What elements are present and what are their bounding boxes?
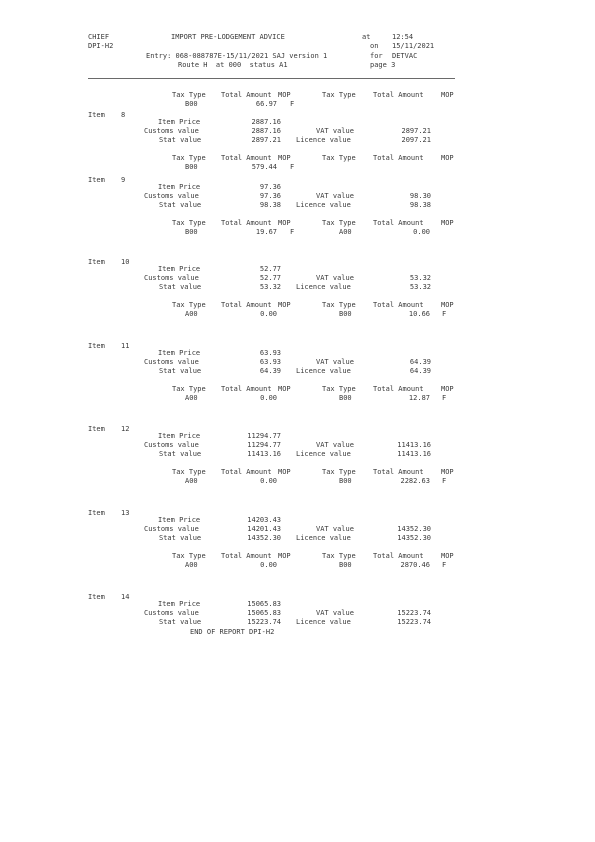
header-route: Route H at 000 status A1 <box>178 61 288 69</box>
header-at: at <box>362 33 371 41</box>
item-11-tax-type-label-2: Tax Type <box>322 385 356 393</box>
item-10-label: Item <box>88 258 105 266</box>
item-13-mop-label: MOP <box>278 552 291 560</box>
item-12-tax-type-label-2: Tax Type <box>322 468 356 476</box>
item-10-price-label: Item Price <box>158 265 201 273</box>
item-11-licence: 64.39 <box>409 367 431 375</box>
header-date: 15/11/2021 <box>392 42 435 50</box>
item-8-price-label: Item Price <box>158 118 201 126</box>
item-10-vat-label: VAT value <box>316 274 354 282</box>
item-14-stat-label: Stat value <box>159 618 202 626</box>
item-10-tax-type-label-2: Tax Type <box>322 301 356 309</box>
item-14-vat: 15223.74 <box>397 609 431 617</box>
item-8-tax-amount-1: 579.44 <box>251 163 277 171</box>
item-11-customs: 63.93 <box>259 358 281 366</box>
top-total-amount-label-2: Total Amount <box>373 91 424 99</box>
page-title: IMPORT PRE-LODGEMENT ADVICE <box>171 33 285 41</box>
item-14-vat-label: VAT value <box>316 609 354 617</box>
item-12-tax-mop-2: F <box>442 477 447 485</box>
item-13-tax-amount-1: 0.00 <box>260 561 277 569</box>
header-divider <box>88 78 455 79</box>
item-10-mop-label: MOP <box>278 301 291 309</box>
item-14-customs: 15065.83 <box>247 609 281 617</box>
item-11-vat-label: VAT value <box>316 358 354 366</box>
item-9-customs: 97.36 <box>259 192 281 200</box>
item-13-customs: 14201.43 <box>247 525 281 533</box>
item-8-stat-label: Stat value <box>159 136 202 144</box>
item-8-price: 2887.16 <box>251 118 281 126</box>
item-14-price: 15065.83 <box>247 600 281 608</box>
item-14-licence-label: Licence value <box>296 618 351 626</box>
item-11-tax-type-1: A00 <box>185 394 198 402</box>
item-9-number: 9 <box>121 176 126 184</box>
item-12-label: Item <box>88 425 105 433</box>
item-10-total-amount-label: Total Amount <box>221 301 272 309</box>
item-11-price: 63.93 <box>259 349 281 357</box>
item-13-total-amount-label-2: Total Amount <box>373 552 424 560</box>
item-12-vat-label: VAT value <box>316 441 354 449</box>
item-14-number: 14 <box>121 593 130 601</box>
item-8-mop-label-2: MOP <box>441 154 454 162</box>
header-system: CHIEF <box>88 33 110 41</box>
item-10-customs: 52.77 <box>259 274 281 282</box>
item-10-tax-amount-2: 10.66 <box>408 310 430 318</box>
item-9-tax-type-label-2: Tax Type <box>322 219 356 227</box>
item-8-customs: 2887.16 <box>251 127 281 135</box>
item-9-tax-amount-2: 0.00 <box>413 228 430 236</box>
item-11-licence-label: Licence value <box>296 367 351 375</box>
item-12-tax-amount-1: 0.00 <box>260 477 277 485</box>
item-9-total-amount-label-2: Total Amount <box>373 219 424 227</box>
item-10-stat: 53.32 <box>259 283 281 291</box>
top-mop-label-2: MOP <box>441 91 454 99</box>
item-11-tax-type-label: Tax Type <box>172 385 206 393</box>
header-time: 12:54 <box>392 33 414 41</box>
item-10-tax-type-2: B00 <box>339 310 352 318</box>
item-12-customs: 11294.77 <box>247 441 281 449</box>
item-12-total-amount-label: Total Amount <box>221 468 272 476</box>
item-14-customs-label: Customs value <box>144 609 199 617</box>
item-13-customs-label: Customs value <box>144 525 199 533</box>
item-9-vat: 98.30 <box>409 192 431 200</box>
item-8-licence: 2097.21 <box>401 136 431 144</box>
item-13-stat-label: Stat value <box>159 534 202 542</box>
top-tax-amount-1: 66.97 <box>255 100 277 108</box>
item-10-price: 52.77 <box>259 265 281 273</box>
item-10-licence: 53.32 <box>409 283 431 291</box>
item-9-licence-label: Licence value <box>296 201 351 209</box>
item-9-total-amount-label: Total Amount <box>221 219 272 227</box>
item-12-price-label: Item Price <box>158 432 201 440</box>
item-13-vat-label: VAT value <box>316 525 354 533</box>
item-12-mop-label: MOP <box>278 468 291 476</box>
item-9-stat: 98.38 <box>259 201 281 209</box>
item-11-tax-amount-1: 0.00 <box>260 394 277 402</box>
end-of-report: END OF REPORT DPI-H2 <box>190 628 275 636</box>
item-14-price-label: Item Price <box>158 600 201 608</box>
item-13-mop-label-2: MOP <box>441 552 454 560</box>
item-10-total-amount-label-2: Total Amount <box>373 301 424 309</box>
header-page: page 3 <box>370 61 396 69</box>
item-12-licence-label: Licence value <box>296 450 351 458</box>
item-11-stat: 64.39 <box>259 367 281 375</box>
item-9-mop-label-2: MOP <box>441 219 454 227</box>
item-13-number: 13 <box>121 509 130 517</box>
item-13-vat: 14352.30 <box>397 525 431 533</box>
item-12-tax-type-label: Tax Type <box>172 468 206 476</box>
item-11-mop-label-2: MOP <box>441 385 454 393</box>
item-13-tax-type-label: Tax Type <box>172 552 206 560</box>
header-on: on <box>370 42 379 50</box>
item-9-tax-mop-1: F <box>290 228 295 236</box>
item-13-tax-mop-2: F <box>442 561 447 569</box>
item-13-licence-label: Licence value <box>296 534 351 542</box>
item-13-licence: 14352.30 <box>397 534 431 542</box>
item-11-total-amount-label: Total Amount <box>221 385 272 393</box>
item-12-customs-label: Customs value <box>144 441 199 449</box>
item-11-number: 11 <box>121 342 130 350</box>
header-for-value: DETVAC <box>392 52 418 60</box>
item-11-mop-label: MOP <box>278 385 291 393</box>
item-8-stat: 2897.21 <box>251 136 281 144</box>
item-8-tax-type-label-2: Tax Type <box>322 154 356 162</box>
item-8-vat: 2897.21 <box>401 127 431 135</box>
item-14-licence: 15223.74 <box>397 618 431 626</box>
item-10-tax-type-1: A00 <box>185 310 198 318</box>
item-13-price-label: Item Price <box>158 516 201 524</box>
item-8-number: 8 <box>121 111 126 119</box>
item-12-number: 12 <box>121 425 130 433</box>
item-8-mop-label: MOP <box>278 154 291 162</box>
item-13-total-amount-label: Total Amount <box>221 552 272 560</box>
top-mop-label: MOP <box>278 91 291 99</box>
item-9-licence: 98.38 <box>409 201 431 209</box>
item-12-total-amount-label-2: Total Amount <box>373 468 424 476</box>
item-9-tax-type-label: Tax Type <box>172 219 206 227</box>
item-12-tax-type-1: A00 <box>185 477 198 485</box>
item-12-price: 11294.77 <box>247 432 281 440</box>
item-8-label: Item <box>88 111 105 119</box>
item-10-stat-label: Stat value <box>159 283 202 291</box>
item-9-customs-label: Customs value <box>144 192 199 200</box>
item-11-tax-mop-2: F <box>442 394 447 402</box>
item-11-total-amount-label-2: Total Amount <box>373 385 424 393</box>
item-9-label: Item <box>88 176 105 184</box>
item-8-licence-label: Licence value <box>296 136 351 144</box>
item-11-tax-amount-2: 12.87 <box>408 394 430 402</box>
item-11-price-label: Item Price <box>158 349 201 357</box>
item-13-tax-amount-2: 2870.46 <box>400 561 430 569</box>
item-13-price: 14203.43 <box>247 516 281 524</box>
item-9-stat-label: Stat value <box>159 201 202 209</box>
item-8-tax-type-1: B00 <box>185 163 198 171</box>
item-8-tax-mop-1: F <box>290 163 295 171</box>
item-11-stat-label: Stat value <box>159 367 202 375</box>
item-9-tax-type-2: A00 <box>339 228 352 236</box>
item-8-total-amount-label-2: Total Amount <box>373 154 424 162</box>
item-14-label: Item <box>88 593 105 601</box>
item-10-licence-label: Licence value <box>296 283 351 291</box>
item-10-vat: 53.32 <box>409 274 431 282</box>
item-14-stat: 15223.74 <box>247 618 281 626</box>
item-12-stat: 11413.16 <box>247 450 281 458</box>
item-9-tax-amount-1: 19.67 <box>255 228 277 236</box>
top-total-amount-label: Total Amount <box>221 91 272 99</box>
item-13-label: Item <box>88 509 105 517</box>
item-8-customs-label: Customs value <box>144 127 199 135</box>
item-9-vat-label: VAT value <box>316 192 354 200</box>
top-tax-type-label: Tax Type <box>172 91 206 99</box>
item-9-tax-type-1: B00 <box>185 228 198 236</box>
item-8-tax-type-label: Tax Type <box>172 154 206 162</box>
item-12-tax-type-2: B00 <box>339 477 352 485</box>
header-for: for <box>370 52 383 60</box>
item-11-tax-type-2: B00 <box>339 394 352 402</box>
item-12-stat-label: Stat value <box>159 450 202 458</box>
item-10-customs-label: Customs value <box>144 274 199 282</box>
item-12-mop-label-2: MOP <box>441 468 454 476</box>
item-10-tax-amount-1: 0.00 <box>260 310 277 318</box>
item-12-tax-amount-2: 2282.63 <box>400 477 430 485</box>
top-tax-mop-1: F <box>290 100 295 108</box>
item-9-price-label: Item Price <box>158 183 201 191</box>
item-11-customs-label: Customs value <box>144 358 199 366</box>
item-11-label: Item <box>88 342 105 350</box>
top-tax-type-label-2: Tax Type <box>322 91 356 99</box>
item-10-mop-label-2: MOP <box>441 301 454 309</box>
item-12-vat: 11413.16 <box>397 441 431 449</box>
item-9-mop-label: MOP <box>278 219 291 227</box>
item-9-price: 97.36 <box>259 183 281 191</box>
item-8-vat-label: VAT value <box>316 127 354 135</box>
item-13-stat: 14352.30 <box>247 534 281 542</box>
item-10-number: 10 <box>121 258 130 266</box>
item-13-tax-type-2: B00 <box>339 561 352 569</box>
header-entry: Entry: 068-088787E-15/11/2021 SAJ version 1 <box>146 52 328 60</box>
item-11-vat: 64.39 <box>409 358 431 366</box>
item-8-total-amount-label: Total Amount <box>221 154 272 162</box>
item-13-tax-type-label-2: Tax Type <box>322 552 356 560</box>
item-12-licence: 11413.16 <box>397 450 431 458</box>
header-report-code: DPI-H2 <box>88 42 114 50</box>
top-tax-type-1: B00 <box>185 100 198 108</box>
item-13-tax-type-1: A00 <box>185 561 198 569</box>
item-10-tax-mop-2: F <box>442 310 447 318</box>
item-10-tax-type-label: Tax Type <box>172 301 206 309</box>
